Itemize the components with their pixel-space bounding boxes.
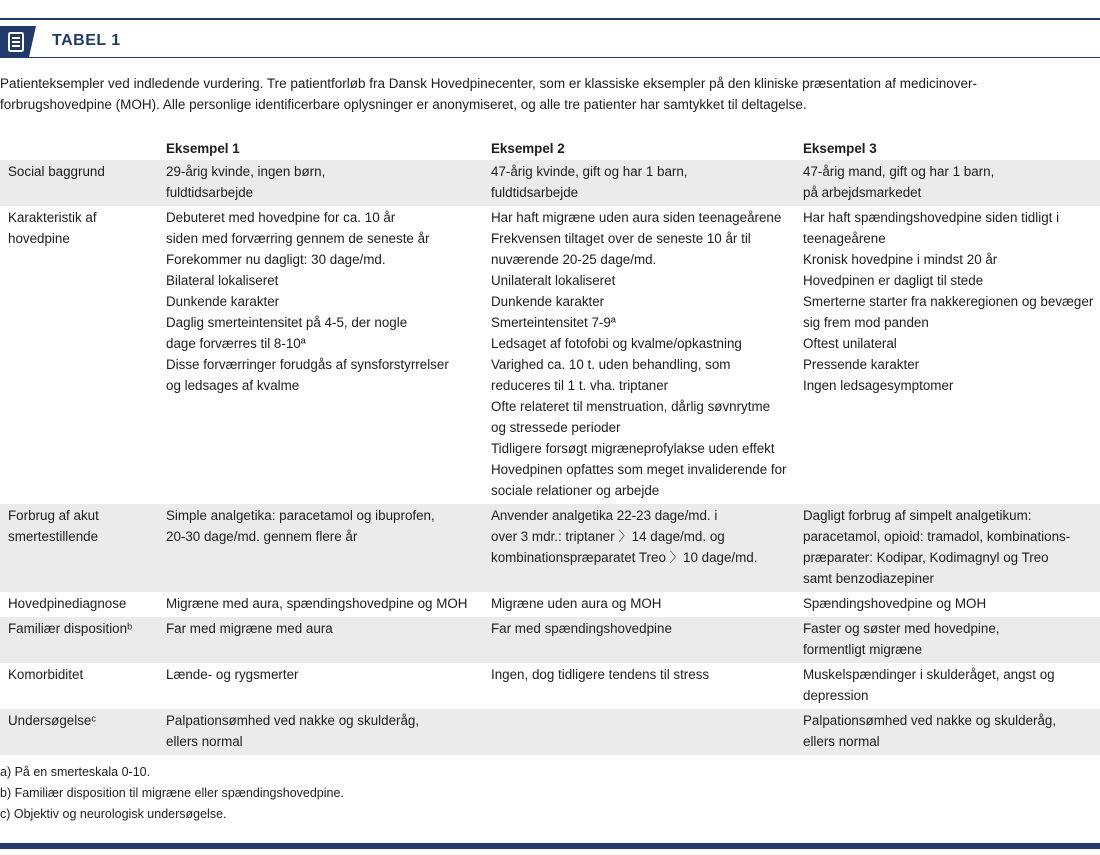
cell-line: Hovedpinen opfattes som meget invaliderende for	[491, 462, 787, 477]
cell-line: formentligt migræne	[803, 642, 923, 657]
cell-line: Dunkende karakter	[166, 294, 280, 309]
table-cell	[795, 160, 1100, 206]
row-label-cell	[0, 617, 158, 663]
row-label-cell	[0, 709, 158, 755]
cell-line: Migræne uden aura og MOH	[491, 596, 662, 611]
table-cell	[483, 617, 795, 663]
row-label-line: hovedpine	[8, 231, 70, 246]
row-label-line: smertestillende	[8, 529, 99, 544]
table-cell	[483, 663, 795, 709]
bottom-rule	[0, 843, 1100, 849]
cell-line: Smerterne starter fra nakkeregionen og bevæger	[803, 294, 1094, 309]
cell-line: Ingen, dog tidligere tendens til stress	[491, 667, 710, 682]
row-label-line: Social baggrund	[8, 164, 105, 179]
patient-table	[0, 136, 1100, 755]
cell-line: og stressede perioder	[491, 420, 621, 435]
cell-line: siden med forværring gennem de seneste år	[166, 231, 430, 246]
cell-line: Unilateralt lokaliseret	[491, 273, 616, 288]
table-row	[0, 160, 1100, 206]
cell-line: Simple analgetika: paracetamol og ibuprofen,	[166, 508, 435, 523]
table-row	[0, 617, 1100, 663]
cell-line: Har haft migræne uden aura siden teenageårene	[491, 210, 782, 225]
table-caption	[0, 73, 1096, 115]
cell-line: Dagligt forbrug af simpelt analgetikum:	[803, 508, 1032, 523]
row-label-line: Hovedpinediagnose	[8, 596, 127, 611]
cell-line: Har haft spændingshovedpine siden tidligt i	[803, 210, 1060, 225]
cell-line: sig frem mod panden	[803, 315, 929, 330]
cell-line: Faster og søster med hovedpine,	[803, 621, 1000, 636]
cell-line: præparater: Kodipar, Kodimagnyl og Treo	[803, 550, 1049, 565]
table-cell	[483, 709, 795, 755]
row-label-line: Karakteristik af	[8, 210, 97, 225]
table-cell	[795, 709, 1100, 755]
cell-line: Debuteret med hovedpine for ca. 10 år	[166, 210, 396, 225]
footnote: a) På en smerteskala 0-10.	[0, 765, 151, 779]
table-cell	[795, 504, 1100, 592]
row-label-line: Komorbiditet	[8, 667, 84, 682]
cell-line: Hovedpinen er dagligt til stede	[803, 273, 984, 288]
row-label-cell	[0, 592, 158, 617]
cell-line: Ledsaget af fotofobi og kvalme/opkastning	[491, 336, 742, 351]
table-cell	[158, 663, 483, 709]
table-title: TABEL 1	[52, 32, 121, 49]
cell-line: teenageårene	[803, 231, 886, 246]
cell-line: ellers normal	[803, 734, 880, 749]
table-cell	[795, 663, 1100, 709]
cell-line: Spændingshovedpine og MOH	[803, 596, 987, 611]
cell-line: paracetamol, opioid: tramadol, kombinations-	[803, 529, 1071, 544]
table-cell	[158, 709, 483, 755]
cell-line: Far med migræne med aura	[166, 621, 333, 636]
table-cell	[483, 160, 795, 206]
cell-line: Forekommer nu dagligt: 30 dage/md.	[166, 252, 386, 267]
cell-line: 29-årig kvinde, ingen børn,	[166, 164, 326, 179]
cell-line: Ingen ledsagesymptomer	[803, 378, 954, 393]
footnote: c) Objektiv og neurologisk undersøgelse.	[0, 807, 227, 821]
cell-line: sociale relationer og arbejde	[491, 483, 660, 498]
cell-line: Disse forværringer forudgås af synsforstyrrelser	[166, 357, 449, 372]
column-header: Eksempel 2	[491, 141, 565, 156]
cell-line: fuldtidsarbejde	[491, 185, 579, 200]
table-cell	[483, 206, 795, 504]
table-cell	[158, 592, 483, 617]
cell-line: Migræne med aura, spændingshovedpine og MOH	[166, 596, 468, 611]
row-label-cell	[0, 160, 158, 206]
table-row	[0, 592, 1100, 617]
cell-line: Smerteintensitet 7-9ª	[491, 315, 616, 330]
row-label-cell	[0, 663, 158, 709]
cell-line: Ofte relateret til menstruation, dårlig søvnrytme	[491, 399, 771, 414]
cell-line: Daglig smerteintensitet på 4-5, der nogle	[166, 315, 408, 330]
top-rule	[0, 18, 1100, 20]
cell-line: Muskelspændinger i skulderåget, angst og	[803, 667, 1055, 682]
table-row	[0, 504, 1100, 592]
cell-line: ellers normal	[166, 734, 243, 749]
cell-line: Tidligere forsøgt migræneprofylakse uden effekt	[491, 441, 775, 456]
cell-line: Pressende karakter	[803, 357, 920, 372]
cell-line: 47-årig kvinde, gift og har 1 barn,	[491, 164, 688, 179]
cell-line: 20-30 dage/md. gennem flere år	[166, 529, 358, 544]
cell-line: Anvender analgetika 22-23 dage/md. i	[491, 508, 718, 523]
column-header: Eksempel 3	[803, 141, 877, 156]
cell-line: Frekvensen tiltaget over de seneste 10 år til	[491, 231, 751, 246]
table-cell	[795, 206, 1100, 504]
table-cell	[795, 592, 1100, 617]
header-rule	[0, 57, 1100, 58]
table-header-row	[0, 136, 1100, 160]
row-label-cell	[0, 206, 158, 504]
cell-line: reduceres til 1 t. vha. triptaner	[491, 378, 669, 393]
cell-line: fuldtidsarbejde	[166, 185, 254, 200]
cell-line: 47-årig mand, gift og har 1 barn,	[803, 164, 995, 179]
cell-line: samt benzodiazepiner	[803, 571, 935, 586]
cell-line: nuværende 20-25 dage/md.	[491, 252, 657, 267]
cell-line: Far med spændingshovedpine	[491, 621, 672, 636]
cell-line: og ledsages af kvalme	[166, 378, 300, 393]
cell-line: over 3 mdr.: triptaner 〉14 dage/md. og	[491, 529, 725, 544]
table-cell	[483, 504, 795, 592]
caption-line: forbrugshovedpine (MOH). Alle personlige identificerbare oplysninger er anonymiseret, og alle tre patienter har samtykket til deltagelse.	[0, 97, 807, 112]
table-cell	[483, 592, 795, 617]
row-label-line: Forbrug af akut	[8, 508, 99, 523]
cell-line: på arbejdsmarkedet	[803, 185, 922, 200]
table-cell	[158, 617, 483, 663]
table-header-bar	[0, 26, 1100, 58]
column-header: Eksempel 1	[166, 141, 240, 156]
table-row	[0, 206, 1100, 504]
footnotes	[0, 762, 344, 825]
cell-line: depression	[803, 688, 869, 703]
cell-line: Palpationsømhed ved nakke og skulderåg,	[166, 713, 420, 728]
table-cell	[795, 617, 1100, 663]
document-icon-box	[0, 26, 36, 58]
cell-line: Bilateral lokaliseret	[166, 273, 279, 288]
cell-line: Palpationsømhed ved nakke og skulderåg,	[803, 713, 1057, 728]
table-cell	[158, 504, 483, 592]
cell-line: Kronisk hovedpine i mindst 20 år	[803, 252, 998, 267]
table-cell	[158, 206, 483, 504]
table-row	[0, 663, 1100, 709]
row-label-line: Undersøgelseᶜ	[8, 713, 97, 728]
cell-line: Oftest unilateral	[803, 336, 897, 351]
document-icon	[8, 32, 24, 52]
cell-line: Lænde- og rygsmerter	[166, 667, 299, 682]
caption-line: Patienteksempler ved indledende vurdering. Tre patientforløb fra Dansk Hovedpinecenter, som er klassiske eksempler på den kliniske præsentation af medicinover-	[0, 76, 977, 91]
table-cell	[158, 160, 483, 206]
cell-line: kombinationspræparatet Treo 〉10 dage/md.	[491, 550, 758, 565]
column-header	[0, 136, 158, 160]
cell-line: Varighed ca. 10 t. uden behandling, som	[491, 357, 731, 372]
table-row	[0, 709, 1100, 755]
footnote: b) Familiær disposition til migræne eller spændingshovedpine.	[0, 786, 344, 800]
row-label-cell	[0, 504, 158, 592]
row-label-line: Familiær dispositionᵇ	[8, 621, 133, 636]
cell-line: Dunkende karakter	[491, 294, 605, 309]
cell-line: dage forværres til 8-10ª	[166, 336, 306, 351]
